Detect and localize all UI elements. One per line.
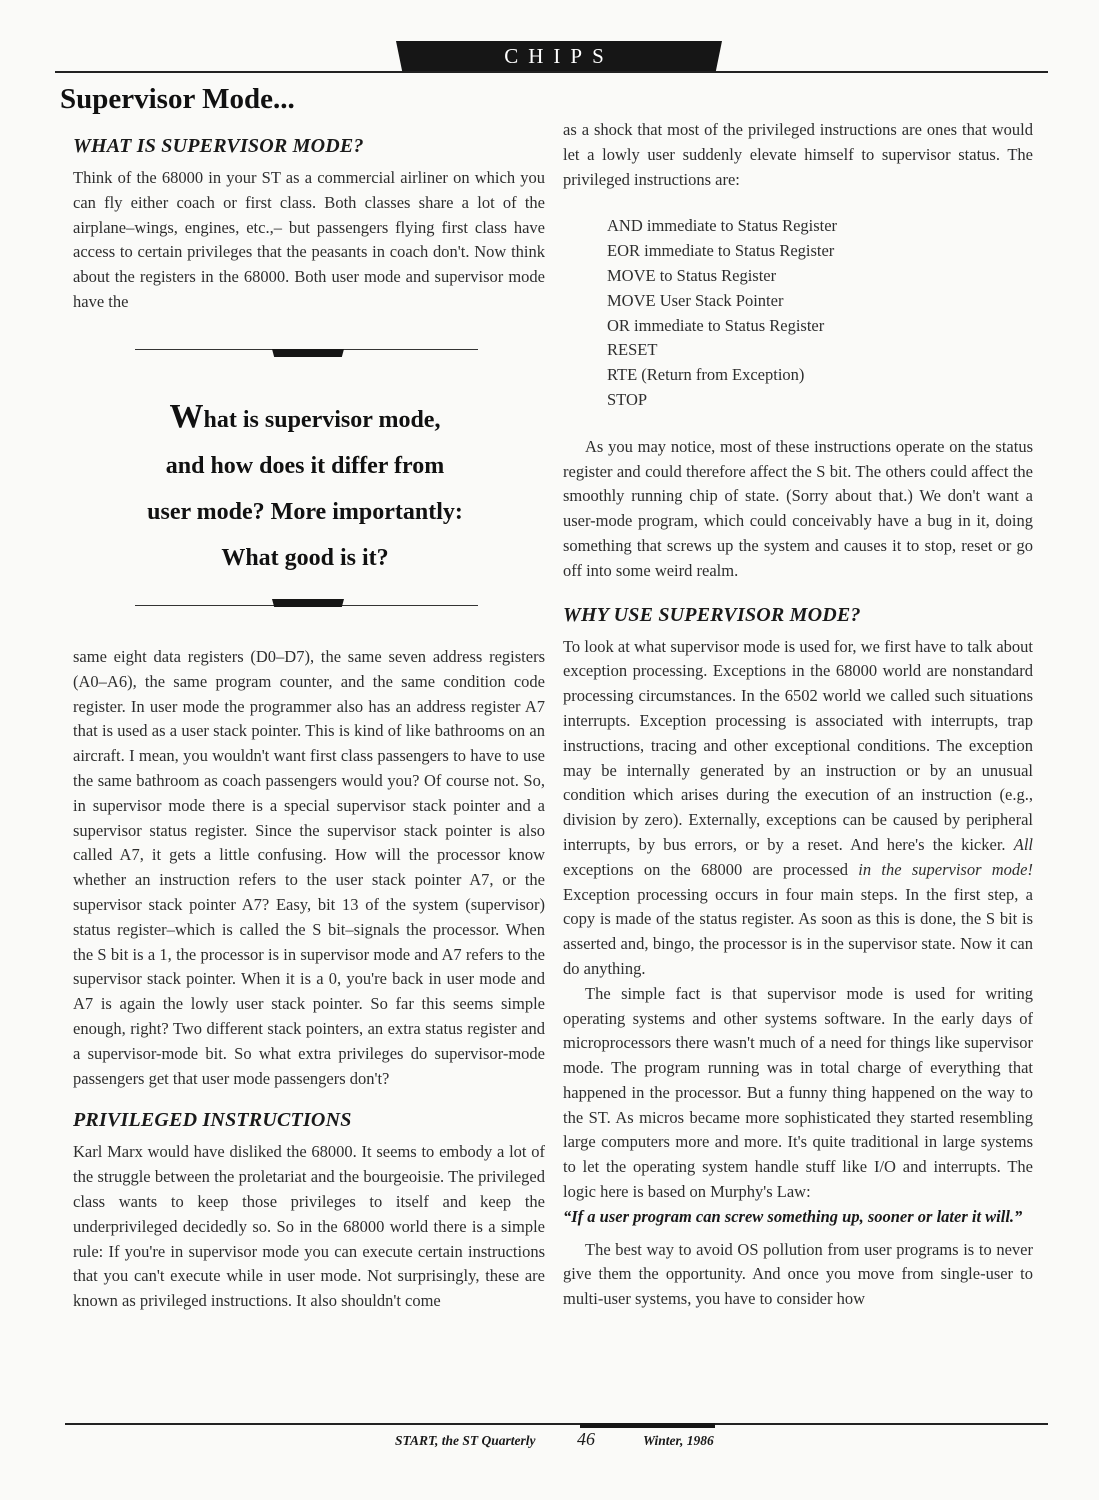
pullquote-top-bar — [272, 349, 344, 357]
pullquote-initial: W — [169, 398, 204, 435]
privileged-instruction-list — [563, 214, 1033, 412]
instruction-item: OR immediate to Status Register — [607, 315, 825, 335]
instruction-item: STOP — [607, 389, 648, 409]
pullquote-line-1: hat is supervisor mode, — [203, 407, 441, 433]
instruction-item: MOVE to Status Register — [607, 265, 777, 285]
instruction-item: EOR immediate to Status Register — [607, 241, 835, 261]
exceptions-text-a: To look at what supervisor mode is used for, we first have to talk about exception processing. Exceptions in the 68000 world are nonstandard processing circumstances. In the 6502 world we called such situations interrupts. Exception processing is associated with interrupts, trap instructions, tracing and other exceptional conditions. The exception may be internally generated by an instruction or by an unusual condition which arises during the execution of an instruction (e.g., division by zero). Externally, exceptions can be caused by peripheral interrupts, by bus errors, or by a reset. And here's the kicker. — [563, 636, 1033, 854]
murphys-law-quote: “If a user program can screw something up, sooner or later it will.” — [563, 1206, 1023, 1226]
pullquote-line-2: and how does it differ from — [165, 453, 445, 479]
paragraph-karl-marx: Karl Marx would have disliked the 68000. It seems to embody a lot of the struggle between the proletariat and the bourgeoisie. The privileged class wants to keep those privileges to itself and keep the underprivileged decidedly so. So in the 68000 world there is a simple rule: If you're in supervisor mode you can execute certain instructions that you can't execute while in user mode. Not surprisingly, these are known as privileged instructions. It also shouldn't come — [73, 1142, 545, 1311]
paragraph-registers: same eight data registers (D0–D7), the same seven address registers (A0–A6), the same program counter, and the same condition code register. In user mode the programmer also has an address register A7 that is used as a user stack pointer. This is kind of like bathrooms on an aircraft. I mean, you wouldn't want first class passengers to have to use the same bathroom as coach passengers would you? Of course not. So, in supervisor mode there is a special supervisor stack pointer and a supervisor status register. Since the supervisor stack pointer is also called A7, it gets a little confusing. How will the processor know whether an instruction refers to the user stack pointer A7, or the supervisor stack pointer A7? Easy, bit 13 of the system (supervisor) status register–which is called the S bit–signals the processor. When the S bit is a 1, the processor is in supervisor mode and A7 refers to the supervisor stack pointer. When it is a 0, you're back in user mode and A7 is again the lowly user stack pointer. So far this seems simple enough, right? Two different stack pointers, an extra status register and a supervisor-mode bit. So what extra privileges do supervisor-mode passengers get that user mode passengers don't? — [73, 647, 545, 1088]
paragraph-exceptions — [563, 635, 1033, 982]
footer-rule — [65, 1423, 1048, 1425]
pull-quote — [115, 394, 495, 581]
instruction-item: AND immediate to Status Register — [607, 216, 838, 236]
right-column — [563, 118, 1033, 1312]
pullquote-bottom-bar — [272, 599, 344, 607]
exceptions-text-e: Exception processing occurs in four main steps. In the first step, a copy is made of the status register. As soon as this is done, the S bit is asserted and, bingo, the processor is in the supervisor state. Now it can do anything. — [563, 884, 1033, 978]
paragraph-systems-software: The simple fact is that supervisor mode is used for writing operating systems and other systems software. In the early days of microprocessors there wasn't much of a need for things like supervisor mode. The program running was in total charge of everything that happened in the processor. But a funny thing happened on the way to the ST. As micros became more sophisticated they started resembling large computers more and more. It's quite traditional in large systems to let the operating system handle stuff like I/O and interrupts. The logic here is based on Murphy's Law: — [563, 983, 1033, 1202]
paragraph-os-pollution: The best way to avoid OS pollution from user programs is to never give them the opportunity. And once you move from single-user to multi-user systems, you have to consider how — [563, 1239, 1033, 1309]
footer-bar — [580, 1423, 715, 1428]
left-column-top — [73, 135, 545, 315]
section-label: CHIPS — [504, 44, 614, 68]
header-rule — [55, 71, 1048, 73]
paragraph-intro: Think of the 68000 in your ST as a commercial airliner on which you can fly either coach or first class. Both classes share a lot of the airplane–wings, engines, etc.,– but passengers flying first class have access to certain privileges that the peasants in coach don't. Now think about the registers in the 68000. Both user mode and supervisor mode have the — [73, 168, 545, 311]
footer-magazine: START, the ST Quarterly — [395, 1433, 536, 1448]
instruction-item: RTE (Return from Exception) — [607, 365, 805, 385]
paragraph-status-register: As you may notice, most of these instructions operate on the status register and could therefore affect the S bit. The others could affect the smoothly running chip of state. (Sorry about that.) We don't want a user-mode program, which could conceivably have a bug in it, doing something that screws up the system and causes it to stop, reset or go off into some weird realm. — [563, 436, 1033, 580]
subhead-privileged: PRIVILEGED INSTRUCTIONS — [73, 1109, 352, 1132]
subhead-why-use: WHY USE SUPERVISOR MODE? — [563, 603, 861, 626]
footer-issue: Winter, 1986 — [643, 1433, 714, 1448]
pullquote-line-4: What good is it? — [221, 545, 389, 571]
exceptions-emphasis-supervisor: in the supervisor mode! — [858, 859, 1033, 879]
left-column-bottom — [73, 645, 545, 1314]
exceptions-emphasis-all: All — [1013, 834, 1033, 854]
subhead-what-is: WHAT IS SUPERVISOR MODE? — [73, 135, 364, 157]
pullquote-line-3: user mode? More importantly: — [147, 499, 463, 525]
exceptions-text-c: exceptions on the 68000 are processed — [563, 859, 849, 879]
page-number: 46 — [577, 1429, 595, 1449]
paragraph-shock: as a shock that most of the privileged instructions are ones that would let a lowly user suddenly elevate himself to supervisor status. The privileged instructions are: — [563, 120, 1033, 189]
instruction-item: MOVE User Stack Pointer — [607, 290, 784, 310]
article-title: Supervisor Mode... — [60, 83, 295, 115]
instruction-item: RESET — [607, 340, 658, 360]
